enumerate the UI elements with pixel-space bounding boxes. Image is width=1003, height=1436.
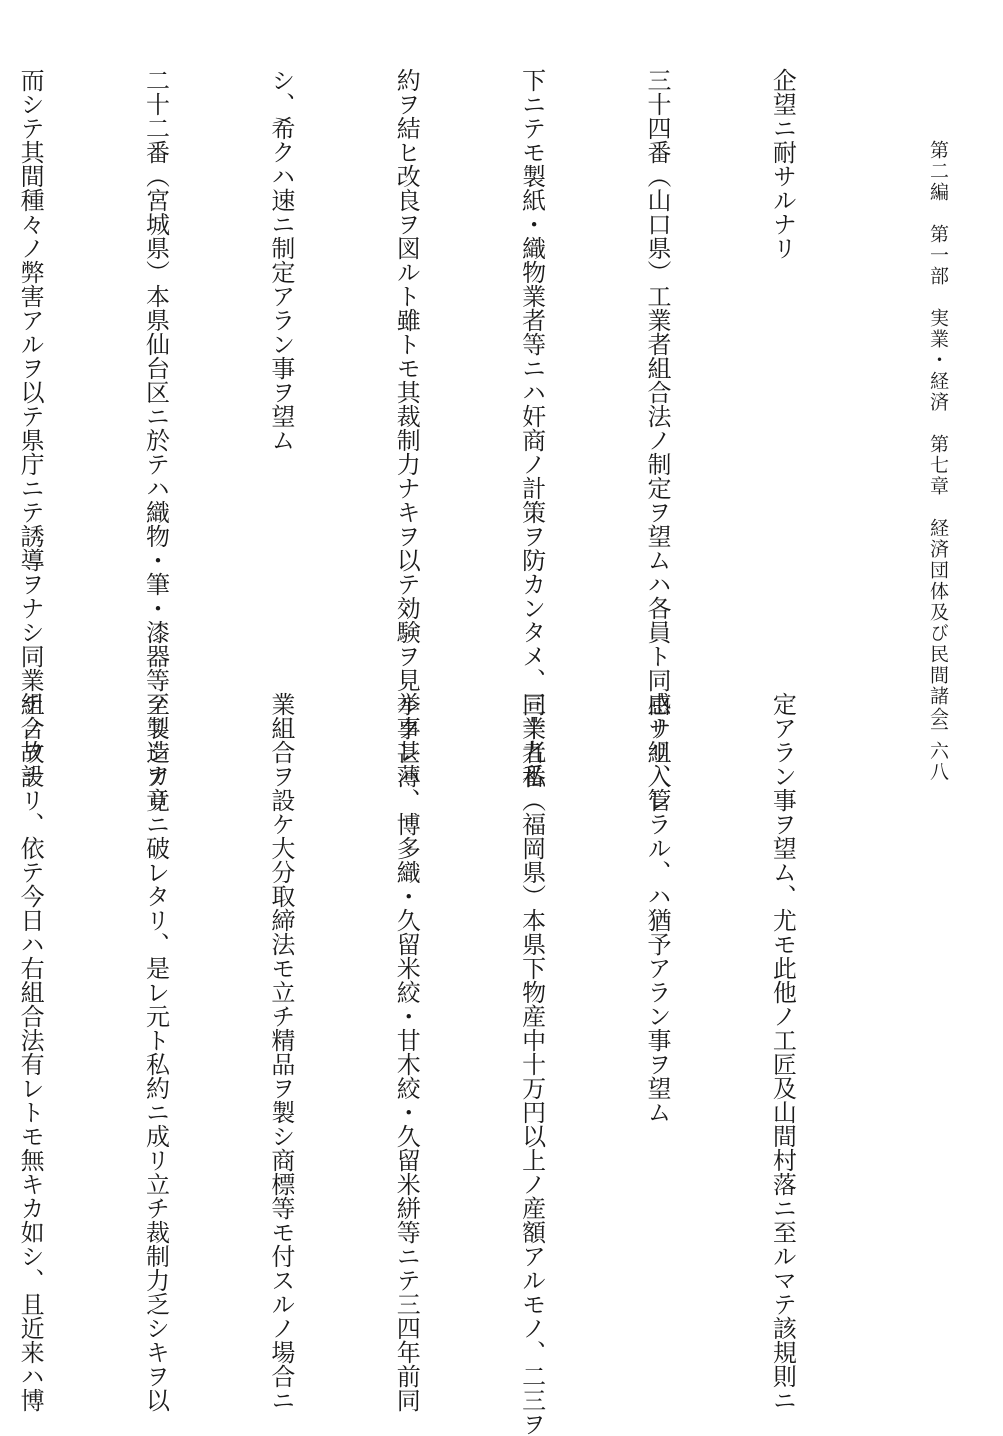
text-line: 而シテ其間種々ノ弊害アルヲ以テ県庁ニテ誘導ヲナシ同業組合ヲ設 [16,68,45,788]
text-line: 三十四番（山口県）工業者組合法ノ制定ヲ望ムハ各員ト同感ナリ、管 [643,68,672,812]
page-number: 一六八 [927,720,949,783]
text-line: 定アラン事ヲ望ム、尤モ此他ノ工匠及山間村落ニ至ルマテ該規則ニ [768,692,797,1412]
running-header: 第二編 第一部 実業・経済 第七章 経済団体及び民間諸会 [927,140,949,728]
text-line: 二十二番（宮城県）本県仙台区ニ於テハ織物・筆・漆器等ノ製造アリ [141,68,170,812]
text-line: 約ヲ結ヒ改良ヲ図ルト雖トモ其裁制力ナキヲ以テ効験ヲ見ル事甚薄 [392,68,421,788]
text-line: 企望ニ耐サルナリ [768,68,797,260]
text-line: 由リ組入レラル、ハ猶予アラン事ヲ望ム [643,692,672,1124]
text-line: 三十九番（福岡県）本県下物産中十万円以上ノ産額アルモノ、二三ヲ [517,692,546,1436]
text-line: 挙クレハ、博多織・久留米絞・甘木絞・久留米絣等ニテ三四年前同 [392,692,421,1412]
text-line: 業組合ヲ設ケ大分取締法モ立チ精品ヲ製シ商標等モ付スルノ場合ニ [266,692,295,1412]
lower-text-block [16,692,886,1436]
text-line: 至リシカ竟ニ破レタリ、是レ元ト私約ニ成リ立チ裁制力乏シキヲ以 [141,692,170,1412]
text-line: シ、希クハ速ニ制定アラン事ヲ望ム [266,68,295,452]
text-line: 下ニテモ製紙・織物業者等ニハ奸商ノ計策ヲ防カンタメ、同業者私 [517,68,546,788]
upper-text-block [16,68,886,812]
text-line: テノ故ナリ、依テ今日ハ右組合法有レトモ無キカ如シ、且近来ハ博 [16,692,45,1412]
